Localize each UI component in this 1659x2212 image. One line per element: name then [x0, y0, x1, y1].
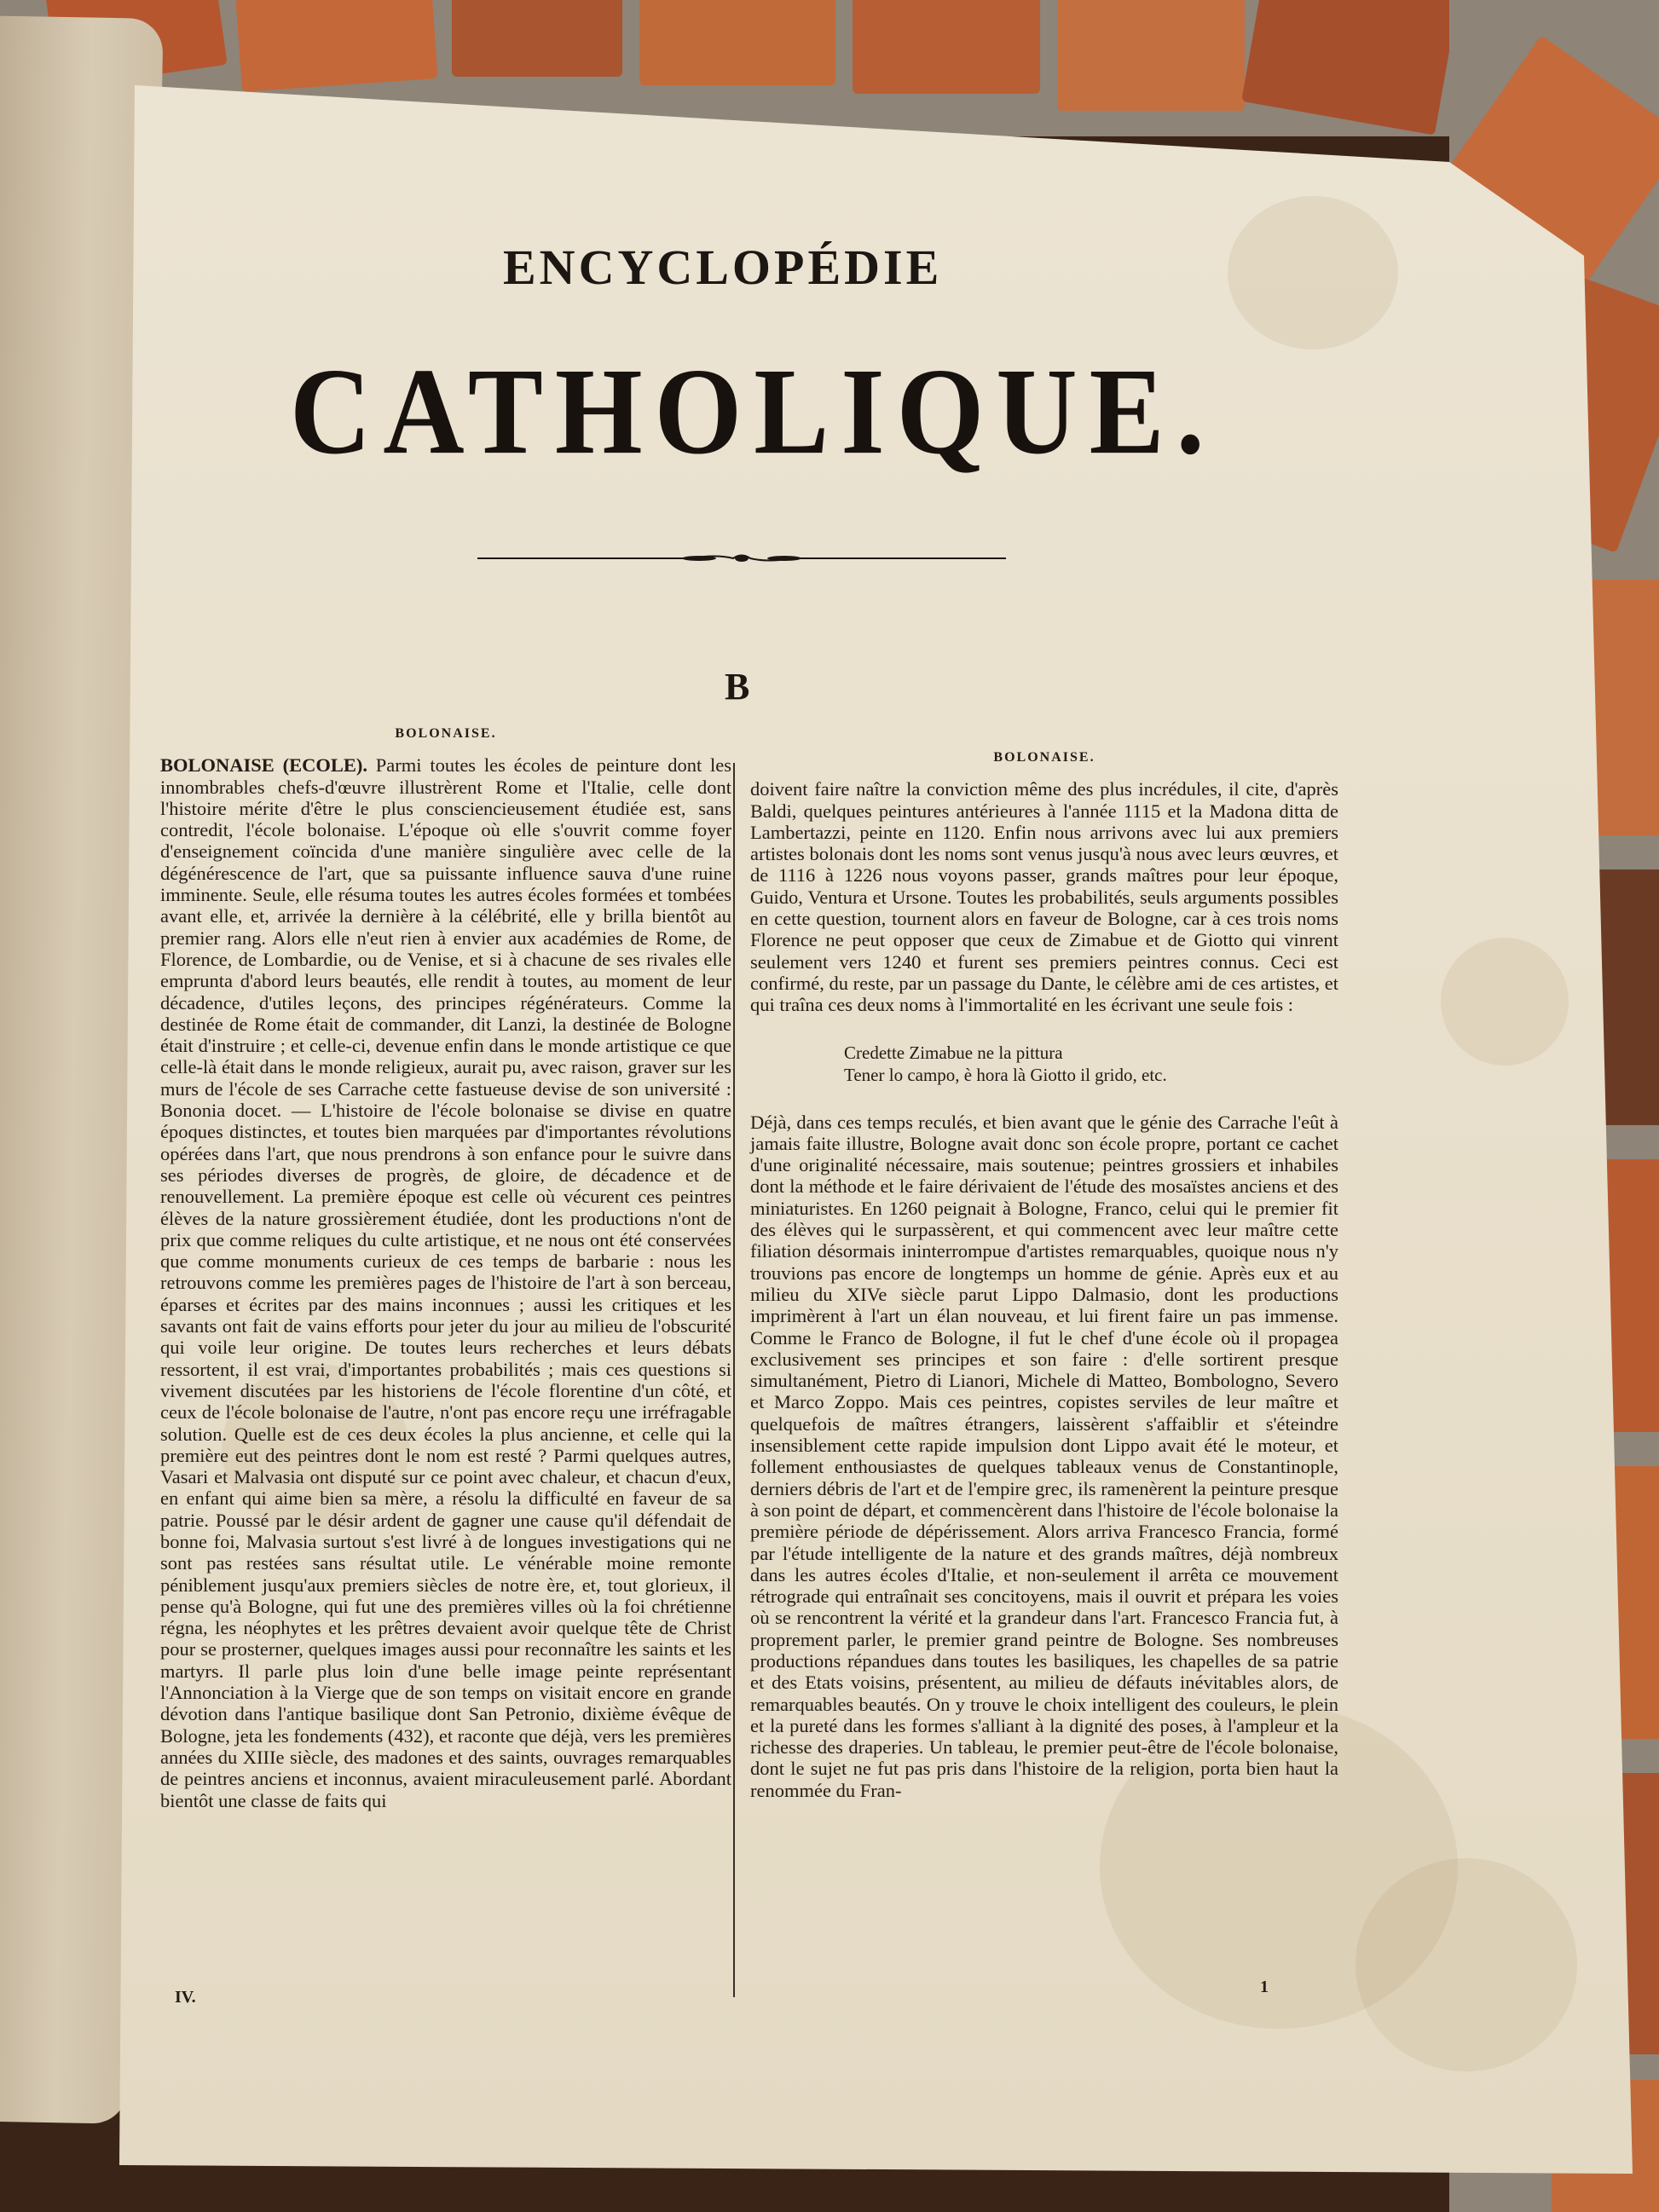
entry-lead: BOLONAISE (ECOLE). — [160, 754, 367, 777]
left-column — [160, 723, 731, 1811]
signature-mark-right: 1 — [1260, 1978, 1269, 1996]
left-paragraph — [160, 754, 731, 1811]
left-body-text: Parmi toutes les écoles de peinture dont les innombrables chefs-d'œuvre illustrèrent Rome et l'Italie, celle dont l'histoire mérite d'être le plus consciencieusement étudiée est, sans contredit, l'école bolonaise. L'époque où elle s'ouvrit comme foyer d'enseignement coïncida d'une manière singulière avec celle de la dégénérescence de l'art, que sa puissante influence sauva d'une ruine imminente. Seule, elle résuma toutes les autres écoles formées et tombées avant elle, et, arrivée la dernière à la célébrité, elle y brilla bientôt au premier rang. Alors elle n'eut rien à envier aux académies de Rome, de Florence, de Lombardie, ou de Venise, et si à chacune de ses rivales elle emprunta d'abord leurs beautés, elle rendit à toutes, au moment de leur décadence, d'utiles leçons, des principes régénérateurs. Comme la destinée de Rome était de commander, dit Lanzi, la destinée de Bologne était d'instruire ; et celle-ci, devenue enfin dans le monde artistique ce que celle-là était dans le monde religieux, aurait pu, avec raison, graver sur les murs de l'école de ses Carrache cette fastueuse devise de son université : Bononia docet. — L'histoire de l'école bolonaise se divise en quatre époques distinctes, et toutes bien marquées par d'importantes révolutions opérées dans l'art, que nous prendrons à son enfance pour le suivre dans ses périodes diverses de progrès, de gloire, de décadence et de renouvellement. La première époque est celle où vécurent ces peintres élèves de la nature grossièrement étudiée, dont les productions n'ont de prix que comme reliques du culte artistique, et ne nous ont été conservées que comme monuments curieux de ces temps de barbarie : nous les retrouvons comme les premières pages de l'histoire de l'art à son berceau, éparses et écrites par des mains inconnues ; aussi les critiques et les savants ont fait de vains efforts pour jeter du jour au milieu de l'obscurité qui voile leur origine. De toutes leurs recherches et leurs débats ressortent, il est vrai, d'importantes probabilités ; mais ces questions si vivement discutées par les historiens de l'école florentine d'un côté, et ceux de l'école bolonaise de l'autre, n'ont pas encore reçu une irréfragable solution. Quelle est de ces deux écoles la plus ancienne, et celle qui la première eut des peintres dont le nom est resté ? Parmi quelques autres, Vasari et Malvasia ont disputé sur ce point avec chaleur, et chacun d'eux, en enfant qui aime bien sa mère, a résolu la difficulté en faveur de sa patrie. Poussé par le désir ardent de gagner une cause qu'il défendait de bonne foi, Malvasia surtout s'est livré à de longues investigations qui ne sont pas restées sans résultat utile. Le vénérable moine remonte péniblement jusqu'aux premiers siècles de notre ère, et, tout glorieux, il pense qu'à Bologne, qui fut une des premières villes où la foi chrétienne régna, les néophytes et les prêtres devaient avoir quelque tête de Christ pour se prosterner, quelques images aussi pour reconnaître les saints et les martyrs. Il parle plus loin d'une belle image peinte représentant l'Annonciation à la Vierge que de son temps on visitait encore en grande dévotion dans l'antique basilique dont San Petronio, dixième évêque de Bologne, jeta les fondements (432), et raconte que déjà, vers les premières années du XIIIe siècle, des madones et des saints, ouvrages remarquables de peintres anciens et inconnus, avaient miraculeusement parlé. Abordant bientôt une classe de faits qui — [160, 754, 731, 1811]
verse-quote — [844, 1042, 1338, 1086]
right-column-heading: BOLONAISE. — [993, 750, 1095, 765]
verse-line-1: Credette Zimabue ne la pittura — [844, 1042, 1063, 1063]
verse-line-2: Tener lo campo, è hora là Giotto il grido, etc. — [844, 1064, 1167, 1085]
right-column — [750, 747, 1338, 1801]
signature-mark-left: IV. — [175, 1988, 196, 2007]
header-large: CATHOLIQUE. — [290, 342, 1217, 480]
column-divider — [733, 763, 735, 1997]
ornament-rule — [477, 546, 1006, 571]
right-paragraph-1: doivent faire naître la conviction même des plus incrédules, il cite, d'après Baldi, quelques peintures antérieures à l'année 1115 et la Madona ditta de Lambertazzi, peinte en 1120. Enfin nous arrivons avec lui aux premiers artistes bolonais dont les noms sont venus jusqu'à nous avec leurs œuvres, et de 1116 à 1226 nous voyons passer, grands maîtres pour leur époque, Guido, Ventura et Ursone. Toutes les probabilités, seuls arguments possibles en cette question, tournent alors en faveur de Bologne, car à ces trois noms Florence ne peut opposer que ceux de Zimabue et de Giotto qui vinrent seulement vers 1240 et furent ses premiers peintres connus. Ceci est confirmé, du reste, par un passage du Dante, le célèbre ami de ces artistes, et qui traîna ces deux noms à l'immortalité en les écrivant une seule fois : — [750, 778, 1338, 1016]
section-letter: B — [725, 666, 750, 707]
header-small: ENCYCLOPÉDIE — [503, 240, 943, 295]
right-paragraph-2: Déjà, dans ces temps reculés, et bien avant que le génie des Carrache l'eût à jamais faite illustre, Bologne avait donc son école propre, portant ce cachet d'une originalité nécessaire, mais soutenue; peintres grossiers et inhabiles dont la méthode et le faire dérivaient de l'étude des mosaïstes anciens et des miniaturistes. En 1260 peignait à Bologne, Franco, celui qui le premier fit des élèves qui le surpassèrent, et qui commencent avec leur maître cette filiation désormais ininterrompue d'artistes remarquables, quoique nous n'y trouvions pas encore de longtemps un homme de génie. Après eux et au milieu du XIVe siècle parut Lippo Dalmasio, dont les productions imprimèrent à l'art un élan nouveau, et lui firent faire un pas immense. Comme le Franco de Bologne, il fut le chef d'une école où il propagea exclusivement ses principes et son faire : d'elle sortirent presque simultanément, Pietro di Lianori, Michele di Matteo, Bombologno, Severo et Marco Zoppo. Mais ces peintres, copistes serviles de leur maître et quelquefois de maîtres étrangers, laissèrent s'affaiblir et s'éteindre insensiblement cette rapide impulsion dont Lippo avait été le moteur, et follement enthousiastes de quelques tableaux venus de Constantinople, derniers débris de l'art et de l'empire grec, ils ramenèrent la peinture presque à son point de départ, et commencèrent dans l'histoire de l'école bolonaise la première période de dépérissement. Alors arriva Francesco Francia, formé par l'étude intelligente de la nature et des grands maîtres, déjà nombreux dans les autres écoles d'Italie, et non-seulement il arrêta ce mouvement rétrograde qui entraînait ses concitoyens, mais il ouvrit et prépara les voies où se rencontrent la vérité et la grandeur dans l'art. Francesco Francia fut, à proprement parler, le premier grand peintre de Bologne. Ses nombreuses productions répandues dans toutes les basiliques, les chapelles de sa patrie et des Etats voisins, présentent, au milieu de défauts inévitables alors, de remarquables beautés. On y trouve le choix intelligent des couleurs, le plein et la pureté dans les formes s'alliant à la dignité des poses, à l'ampleur et la richesse des draperies. Un tableau, le premier peut-être de l'école bolonaise, dont le sujet ne fut pas pris dans l'histoire de la religion, porta bien haut la renommée du Fran- — [750, 1111, 1338, 1801]
left-column-heading: BOLONAISE. — [395, 726, 497, 741]
